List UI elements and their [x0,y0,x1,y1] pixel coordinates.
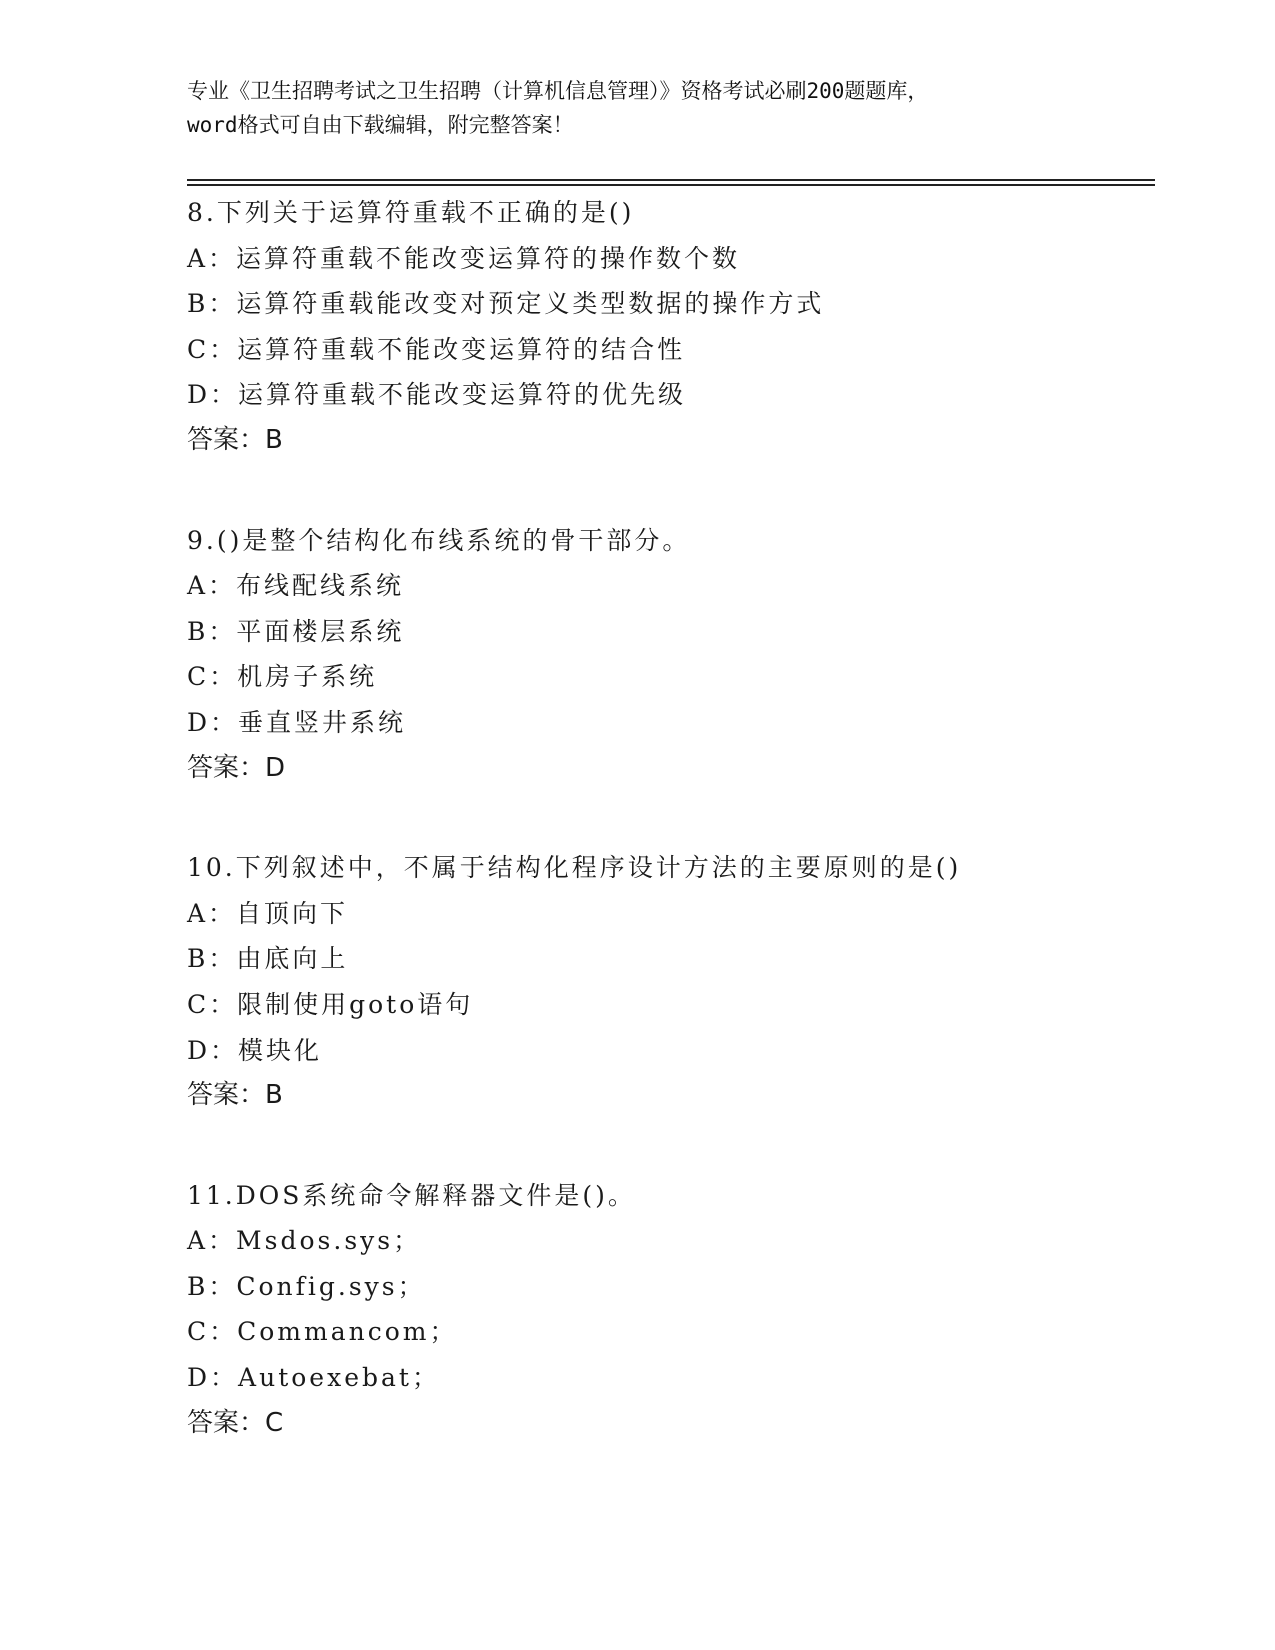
header-divider-bottom [187,184,1155,186]
question-stem: 8.下列关于运算符重载不正确的是() [187,198,635,227]
header-divider-top [187,179,1155,181]
option-c: C：Commancom； [187,1317,458,1347]
question-list [187,190,1147,1500]
option-b: B：Config.sys； [187,1271,426,1301]
answer-label: 答案：C [187,1407,284,1438]
option-a: A：自顶向下 [187,898,349,928]
question-stem: 10.下列叙述中，不属于结构化程序设计方法的主要原则的是() [187,853,962,883]
question-stem: 11.DOS系统命令解释器文件是()。 [187,1180,636,1210]
option-b: B：由底向上 [187,944,349,974]
option-a: A：Msdos.sys； [187,1226,422,1256]
option-d: D：垂直竖井系统 [187,707,407,737]
answer-label: 答案：B [187,424,283,455]
option-d: D：运算符重载不能改变运算符的优先级 [187,380,687,410]
option-c: C：运算符重载不能改变运算符的结合性 [187,334,686,364]
header-line-1: 专业《卫生招聘考试之卫生招聘（计算机信息管理）》资格考试必刷200题题库， [187,79,929,103]
question-9 [187,518,1147,792]
answer-label: 答案：B [187,1080,283,1111]
option-b: B：平面楼层系统 [187,616,405,646]
option-c: C：限制使用goto语句 [187,989,474,1019]
question-11 [187,1173,1147,1447]
option-d: D：Autoexebat； [187,1363,440,1393]
option-a: A：布线配线系统 [187,571,405,601]
option-a: A：运算符重载不能改变运算符的操作数个数 [187,243,741,273]
document-header [187,74,1147,142]
option-c: C：机房子系统 [187,662,378,692]
header-line-2: word格式可自由下载编辑，附完整答案！ [187,113,574,137]
answer-label: 答案：D [187,752,286,783]
question-stem: 9.()是整个结构化布线系统的骨干部分。 [187,525,691,555]
question-8 [187,190,1147,464]
option-d: D：模块化 [187,1035,323,1065]
option-b: B：运算符重载能改变对预定义类型数据的操作方式 [187,289,825,319]
question-10 [187,845,1147,1119]
